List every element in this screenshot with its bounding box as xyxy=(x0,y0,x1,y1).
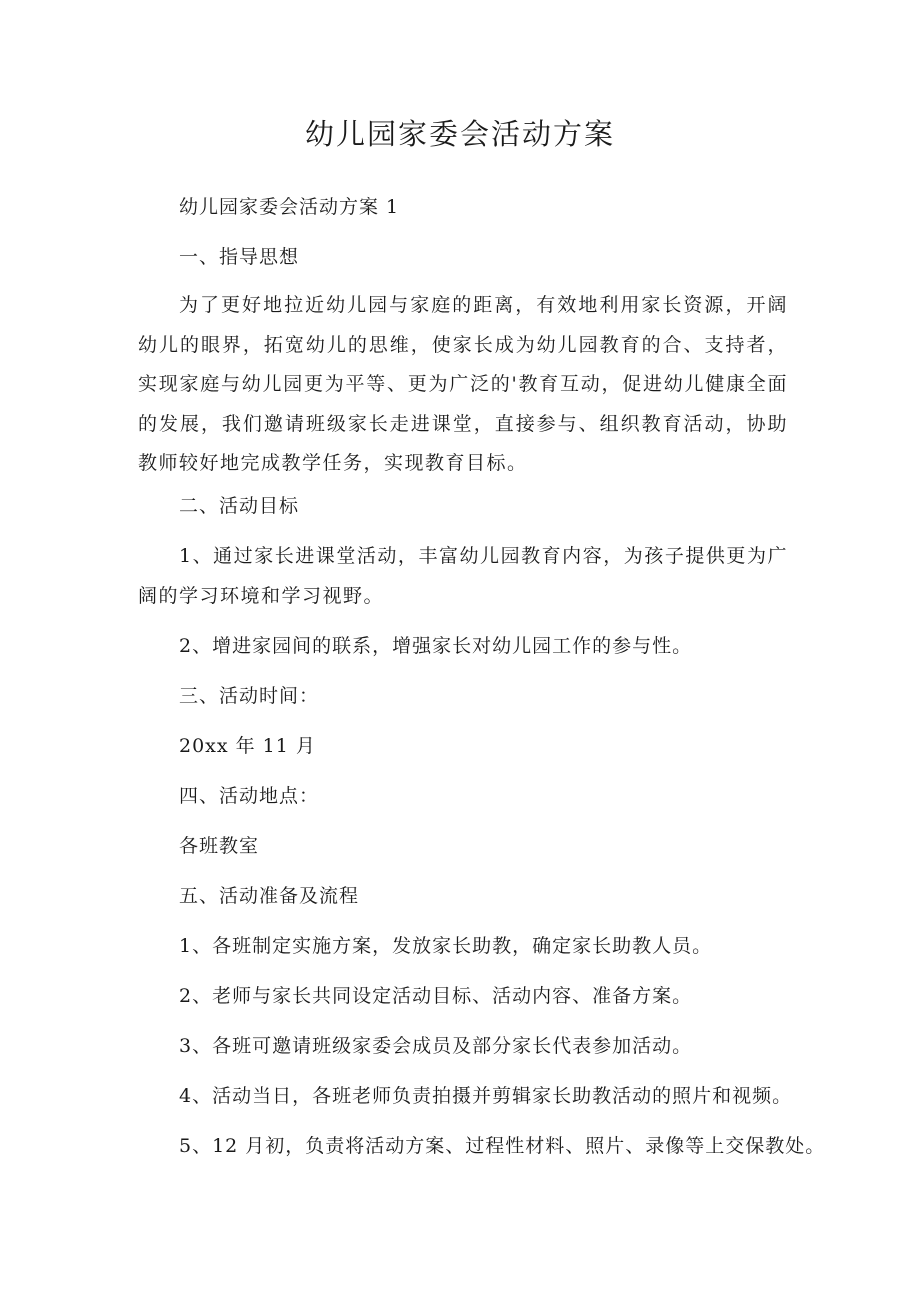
flow-item-2: 2、老师与家长共同设定活动目标、活动内容、准备方案。 xyxy=(179,985,693,1007)
place-value: 各班教室 xyxy=(179,835,260,857)
section-heading-flow: 五、活动准备及流程 xyxy=(179,885,360,907)
paragraph-goal-1: 1、通过家长进课堂活动，丰富幼儿园教育内容，为孩子提供更为广阔的学习环境和学习视野。 xyxy=(138,545,788,607)
flow-item-1: 1、各班制定实施方案，发放家长助教，确定家长助教人员。 xyxy=(179,935,713,957)
paragraph-guiding: 为了更好地拉近幼儿园与家庭的距离，有效地利用家长资源，开阔幼儿的眼界，拓宽幼儿的思维，使家长成为幼儿园教育的合、支持者，实现家庭与幼儿园更为平等、更为广泛的'教育互动，促进幼儿健康全面的发展，我们邀请班级家长走进课堂，直接参与、组织教育活动，协助教师较好地完成教学任务，实现教育目标。 xyxy=(138,294,788,474)
section-heading-guiding: 一、指导思想 xyxy=(179,246,300,268)
document-subtitle: 幼儿园家委会活动方案 1 xyxy=(179,196,400,218)
flow-item-3: 3、各班可邀请班级家委会成员及部分家长代表参加活动。 xyxy=(179,1035,693,1057)
document-title: 幼儿园家委会活动方案 xyxy=(304,117,615,151)
flow-item-5: 5、12 月初，负责将活动方案、过程性材料、照片、录像等上交保教处。 xyxy=(179,1135,826,1157)
paragraph-goal-2: 2、增进家园间的联系，增强家长对幼儿园工作的参与性。 xyxy=(179,635,693,657)
flow-item-4: 4、活动当日，各班老师负责拍摄并剪辑家长助教活动的照片和视频。 xyxy=(179,1085,793,1107)
time-value: 20xx 年 11 月 xyxy=(179,735,316,757)
section-heading-time: 三、活动时间： xyxy=(179,685,320,707)
section-heading-goal: 二、活动目标 xyxy=(179,495,300,517)
section-heading-place: 四、活动地点： xyxy=(179,785,320,807)
